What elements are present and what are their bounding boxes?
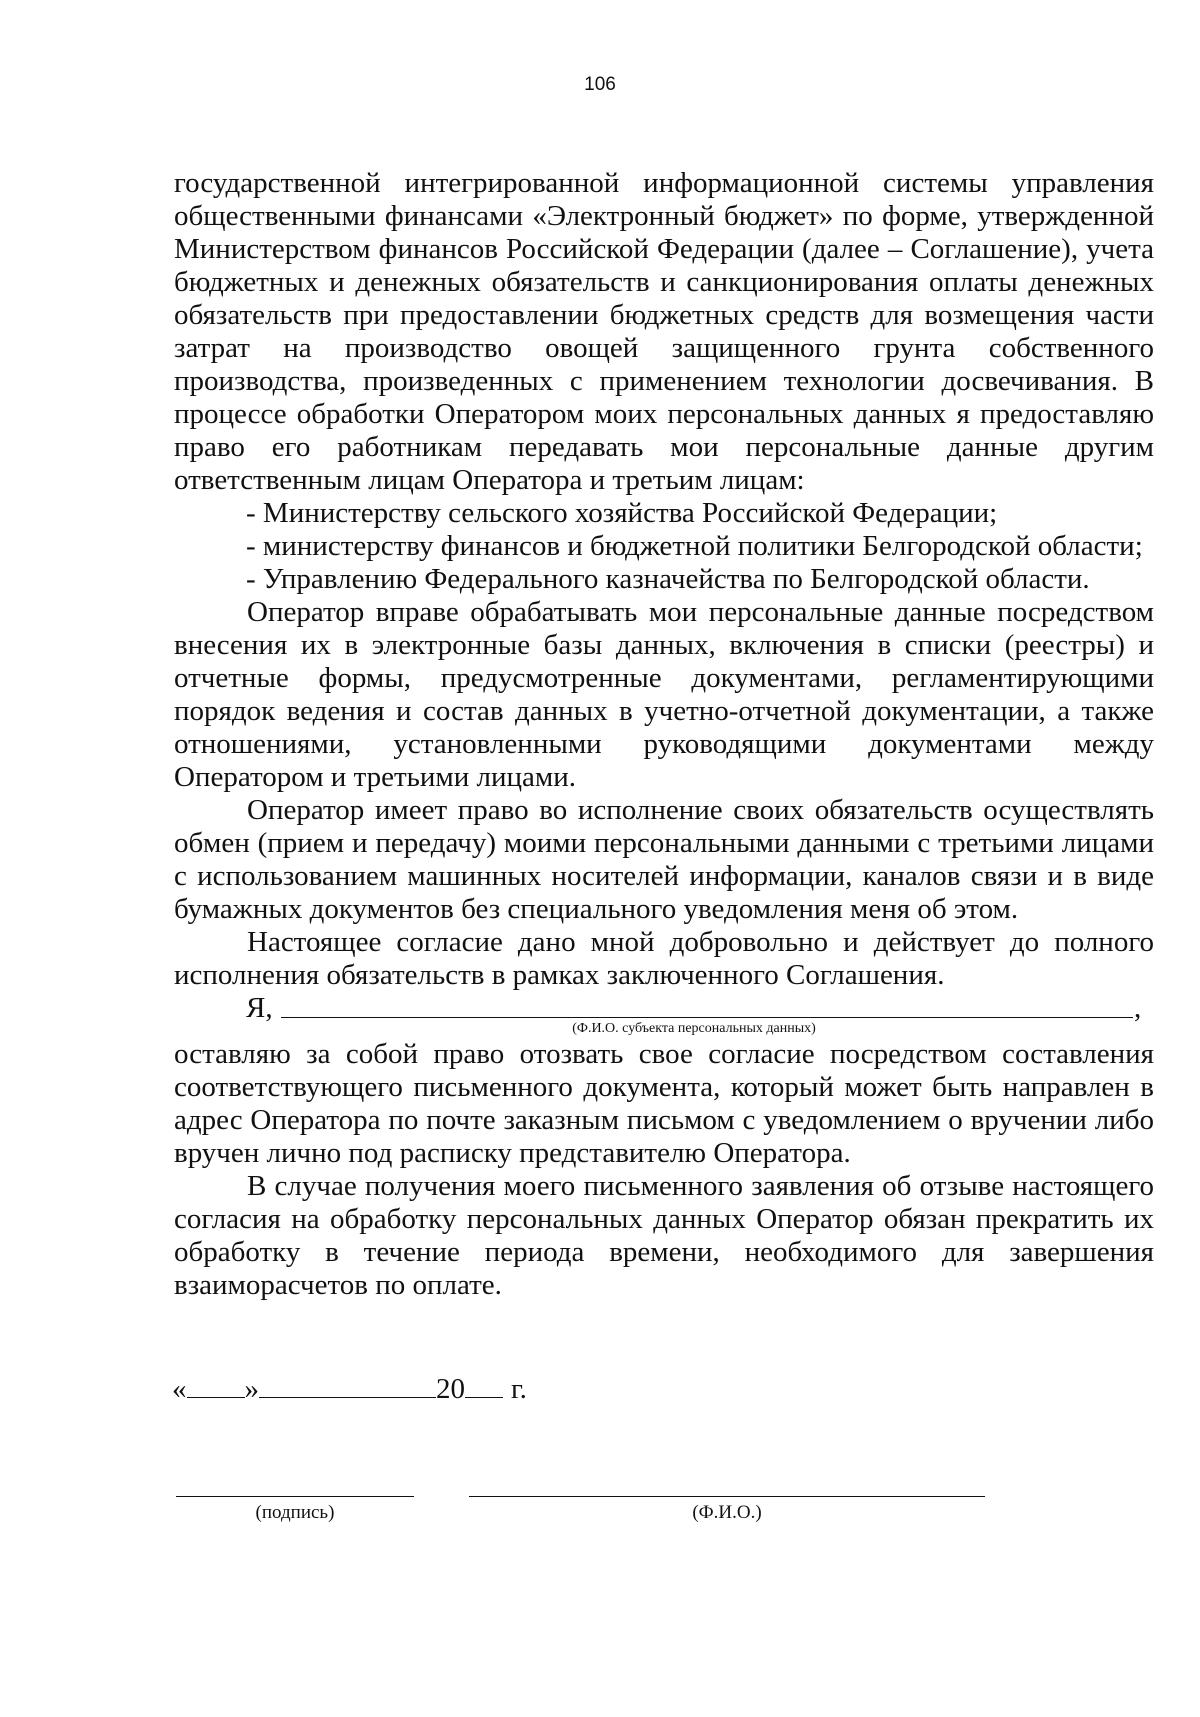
date-open-quote: «	[172, 1373, 187, 1405]
date-year-suffix: г.	[511, 1373, 527, 1405]
month-blank-field[interactable]	[259, 1372, 436, 1398]
signature-line[interactable]	[176, 1495, 414, 1497]
consent-body	[174, 167, 1154, 1302]
year-blank-field[interactable]	[465, 1372, 503, 1398]
date-close-quote: »	[244, 1373, 259, 1405]
fio-entry-line	[174, 992, 1154, 1025]
paragraph-operator-rights: Оператор вправе обрабатывать мои персональные данные посредством внесения их в электронные базы данных, включения в списки (реестры) и отчетные формы, предусмотренные документами, регламентирующими порядок ведения и состав данных в учетно-отчетной документации, а также отношениями, установленными руководящими документами между Оператором и третьими лицами.	[174, 596, 1154, 793]
page-number: 106	[584, 74, 616, 95]
name-line[interactable]	[469, 1495, 985, 1497]
fio-prefix: Я,	[246, 992, 273, 1024]
fio-blank-field[interactable]	[281, 992, 1133, 1018]
list-item-ministry-finance: - министерству финансов и бюджетной политики Белгородской области;	[246, 530, 1143, 562]
paragraph-revocation-right: оставляю за собой право отозвать свое согласие посредством составления соответствующего письменного документа, который может быть направлен в адрес Оператора по почте заказным письмом с уведомлением о вручении либо вручен лично под расписку представителю Оператора.	[174, 1038, 1154, 1169]
date-century: 20	[436, 1373, 465, 1405]
list-item-treasury: - Управлению Федерального казначейства по Белгородской области.	[246, 563, 1090, 595]
paragraph-revocation-effect: В случае получения моего письменного заявления об отзыве настоящего согласия на обработку персональных данных Оператор обязан прекратить их обработку в течение периода времени, необходимого для завершения взаиморасчетов по оплате.	[174, 1170, 1154, 1301]
fio-suffix: ,	[1134, 992, 1142, 1024]
name-caption: (Ф.И.О.)	[692, 1502, 762, 1523]
day-blank-field[interactable]	[187, 1372, 245, 1398]
list-item-ministry-agriculture: - Министерству сельского хозяйства Российской Федерации;	[246, 497, 998, 529]
paragraph-data-exchange: Оператор имеет право во исполнение своих обязательств осуществлять обмен (прием и передачу) моими персональными данными с третьими лицами с использованием машинных носителей информации, каналов связи и в виде бумажных документов без специального уведомления меня об этом.	[174, 794, 1154, 925]
signature-caption: (подпись)	[255, 1502, 335, 1523]
fio-caption: (Ф.И.О. субъекта персональных данных)	[572, 1021, 816, 1036]
paragraph-consent-validity: Настоящее согласие дано мной добровольно и действует до полного исполнения обязательств в рамках заключенного Соглашения.	[174, 926, 1154, 991]
paragraph-system-description: государственной интегрированной информационной системы управления общественными финансами «Электронный бюджет» по форме, утвержденной Министерством финансов Российской Федерации (далее – Соглашение), учета бюджетных и денежных обязательств и санкционирования оплаты денежных обязательств при предоставлении бюджетных средств для возмещения части затрат на производство овощей защищенного грунта собственного производства, произведенных с применением технологии досвечивания. В процессе обработки Оператором моих персональных данных я предоставляю право его работникам передавать мои персональные данные другим ответственным лицам Оператора и третьим лицам:	[174, 167, 1154, 496]
date-line	[172, 1372, 527, 1406]
